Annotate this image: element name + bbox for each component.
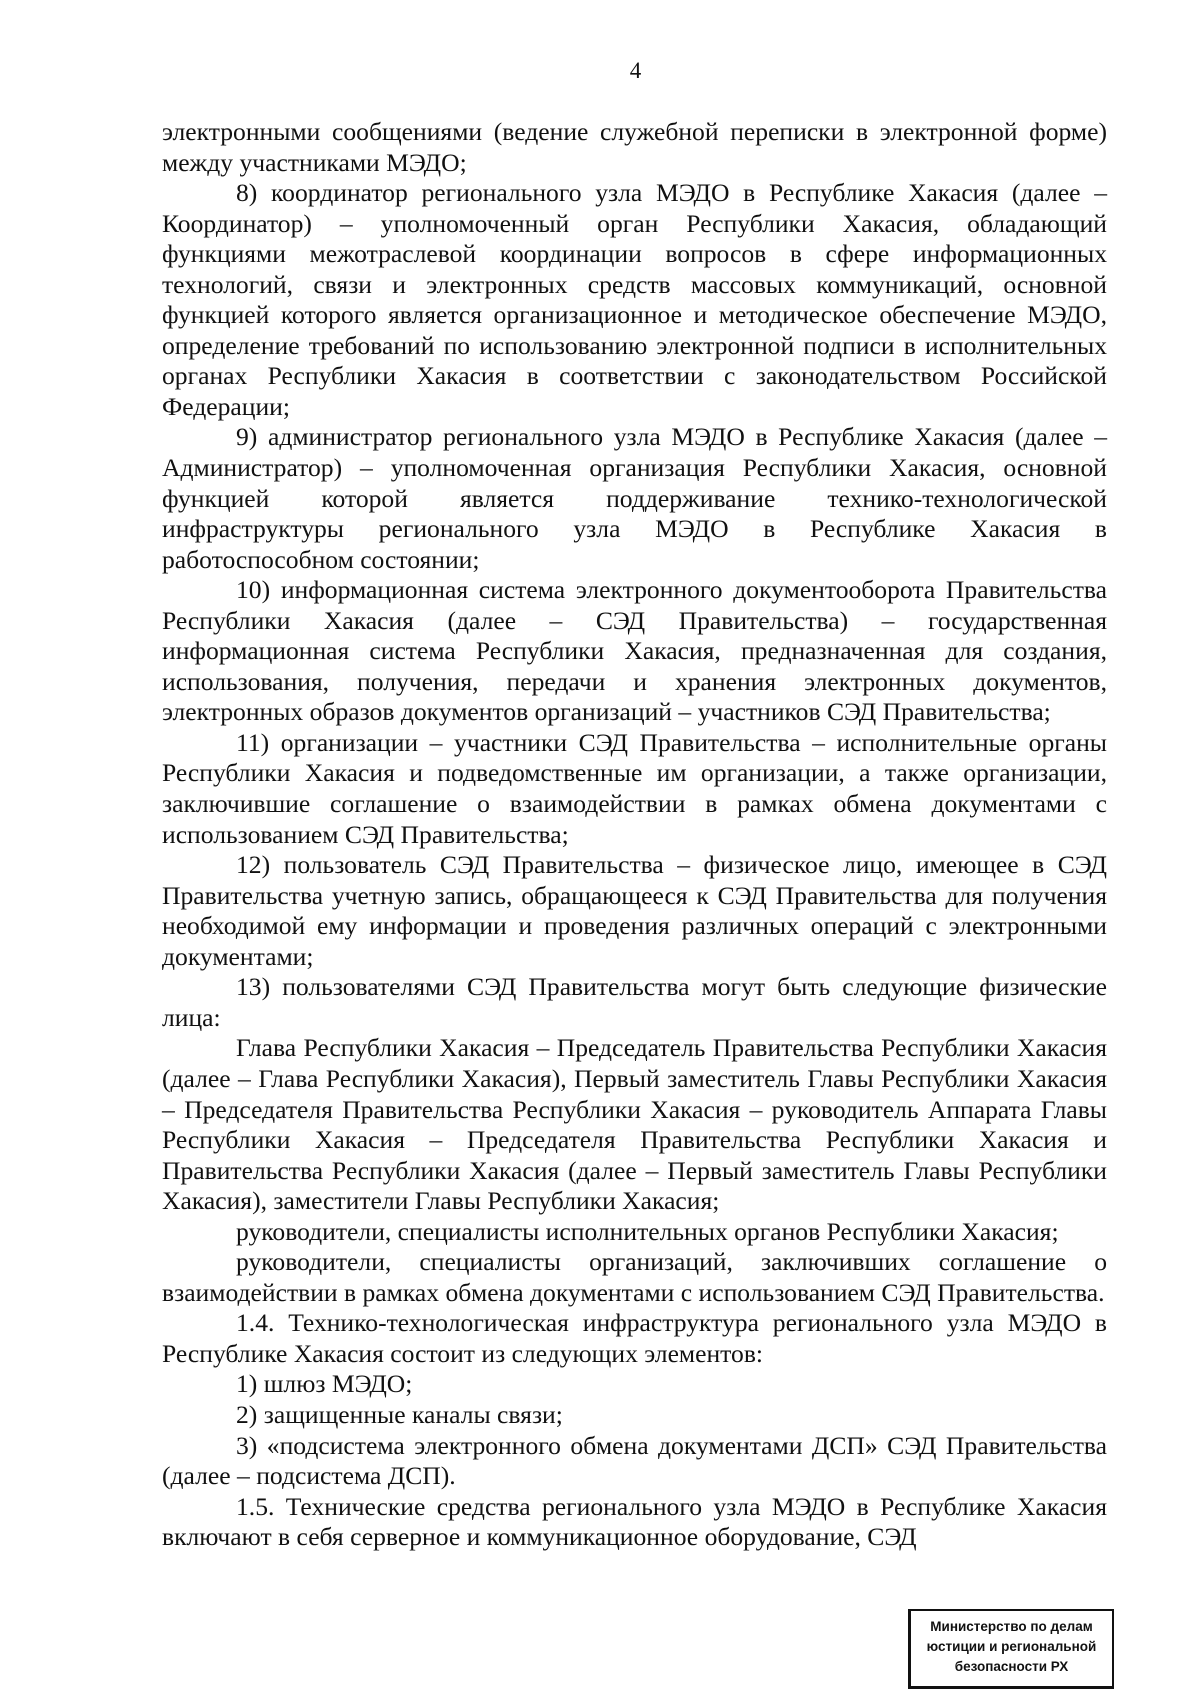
paragraph: 11) организации – участники СЭД Правительства – исполнительные органы Республики Хакасия и подведомственные им организации, а также организации, заключившие соглашение о взаимодействии в рамках обмена документами с использованием СЭД Правительства;: [162, 727, 1107, 849]
paragraph: руководители, специалисты организаций, заключивших соглашение о взаимодействии в рамках обмена документами с использованием СЭД Правительства.: [162, 1247, 1107, 1307]
paragraph: 8) координатор регионального узла МЭДО в Республике Хакасия (далее – Координатор) – уполномоченный орган Республики Хакасия, обладающий функциями межотраслевой координации вопросов в сфере информационных технологий, связи и электронных средств массовых коммуникаций, основной функцией которого является организационное и методическое обеспечение МЭДО, определение требований по использованию электронной подписи в исполнительных органах Республики Хакасия в соответствии с законодательством Российской Федерации;: [162, 178, 1107, 421]
stamp-line: безопасности РХ: [954, 1659, 1069, 1674]
paragraph: 1) шлюз МЭДО;: [236, 1369, 413, 1399]
paragraph: руководители, специалисты исполнительных органов Республики Хакасия;: [236, 1216, 1059, 1246]
paragraph: 13) пользователями СЭД Правительства могут быть следующие физические лица:: [162, 972, 1107, 1032]
paragraph: 1.5. Технические средства регионального узла МЭДО в Республике Хакасия включают в себя серверное и коммуникационное оборудование, СЭД: [162, 1491, 1107, 1552]
stamp-line: юстиции и региональной: [926, 1639, 1097, 1654]
paragraph: 10) информационная система электронного документооборота Правительства Республики Хакасия (далее – СЭД Правительства) – государственная информационная система Республики Хакасия, предназначенная для создания, использования, получения, передачи и хранения электронных документов, электронных образов документов организаций – участников СЭД Правительства;: [162, 575, 1107, 727]
paragraph: 12) пользователь СЭД Правительства – физическое лицо, имеющее в СЭД Правительства учетную запись, обращающееся к СЭД Правительства для получения необходимой ему информации и проведения различных операций с электронными документами;: [162, 850, 1107, 971]
paragraph: 1.4. Технико-технологическая инфраструктура регионального узла МЭДО в Республике Хакасия состоит из следующих элементов:: [162, 1308, 1107, 1368]
paragraph: 3) «подсистема электронного обмена документами ДСП» СЭД Правительства (далее – подсистема ДСП).: [162, 1430, 1107, 1491]
document-body: [162, 117, 1107, 1553]
paragraph: 2) защищенные каналы связи;: [236, 1399, 563, 1429]
stamp-line: Министерство по делам: [930, 1619, 1093, 1634]
page-number: 4: [629, 58, 642, 83]
ministry-stamp: [908, 1609, 1114, 1689]
paragraph: 9) администратор регионального узла МЭДО в Республике Хакасия (далее – Администратор) – уполномоченная организация Республики Хакасия, основной функцией которой является поддерживание технико-технологической инфраструктуры регионального узла МЭДО в Республике Хакасия в работоспособном состоянии;: [162, 422, 1107, 574]
paragraph: Глава Республики Хакасия – Председатель Правительства Республики Хакасия (далее – Глава Республики Хакасия), Первый заместитель Главы Республики Хакасия – Председателя Правительства Республики Хакасия – руководитель Аппарата Главы Республики Хакасия – Председателя Правительства Республики Хакасия и Правительства Республики Хакасия (далее – Первый заместитель Главы Республики Хакасия), заместители Главы Республики Хакасия;: [162, 1033, 1107, 1216]
paragraph: электронными сообщениями (ведение служебной переписки в электронной форме) между участниками МЭДО;: [162, 117, 1107, 177]
